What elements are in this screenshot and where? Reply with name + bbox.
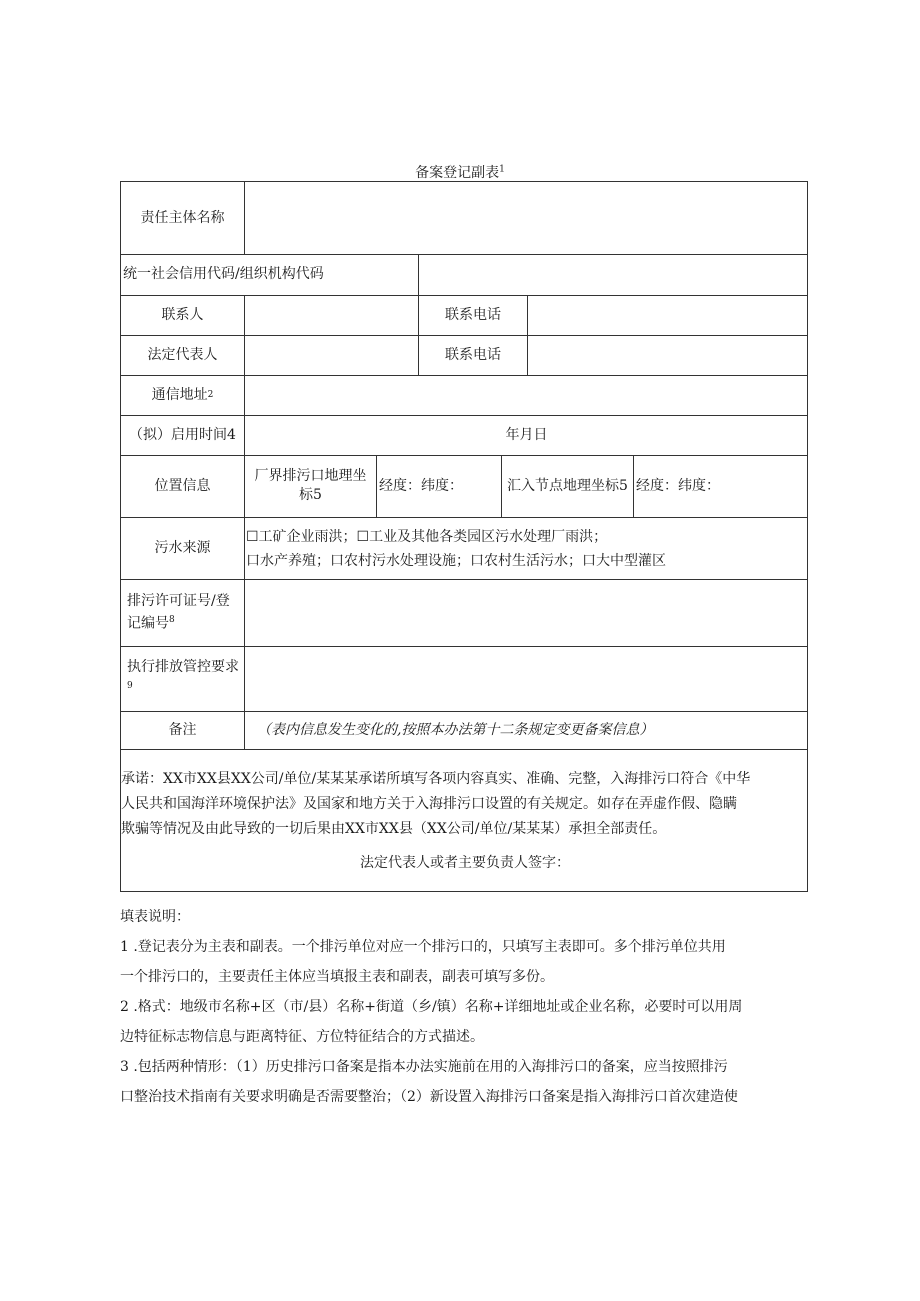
remark-label: 备注 (168, 721, 197, 738)
instruction-line: 3 .包括两种情形：（1）历史排污口备案是指本办法实施前在用的入海排污口的备案，应当按照排污 (120, 1059, 728, 1075)
contact-phone-field[interactable] (528, 295, 808, 335)
source-options-line-2[interactable]: 口水产养殖；口农村污水处理设施；口农村生活污水；口大中型灌区 (246, 553, 666, 569)
address-field[interactable] (245, 375, 808, 415)
control-label (121, 646, 244, 711)
form-title (0, 162, 920, 182)
instruction-line: 口整治技术指南有关要求明确是否需要整治；（2）新设置入海排污口备案是指入海排污口首次建造使 (120, 1089, 738, 1105)
credit-code-label: 统一社会信用代码/组织机构代码 (123, 266, 324, 282)
contact-field[interactable] (245, 295, 418, 335)
remark-field[interactable]: （表内信息发生变化的,按照本办法第十二条规定变更备案信息） (257, 721, 654, 738)
source-label: 污水来源 (154, 539, 211, 556)
instruction-line: 1 .登记表分为主表和副表。一个排污单位对应一个排污口的，只填写主表即可。多个排污单位共用 (120, 939, 726, 955)
node-coord-field[interactable]: 经度：纬度： (636, 477, 720, 494)
location-label: 位置信息 (154, 477, 211, 494)
commitment-statement (121, 767, 809, 842)
signature-label: 法定代表人或者主要负责人签字： (360, 855, 570, 871)
boundary-coord-label: 厂界排污口地理坐标5 (254, 468, 367, 503)
commitment-line: 人民共和国海洋环境保护法》及国家和地方关于入海排污口设置的有关规定。如存在弄虚作假、隐瞒 (121, 796, 737, 812)
contact-phone-label: 联系电话 (445, 306, 501, 323)
control-footnote: 9 (127, 680, 133, 691)
instruction-line: 2 .格式：地级市名称+区（市/县）名称+街道（乡/镇）名称+详细地址或企业名称，必要时可以用周 (120, 999, 743, 1015)
legal-phone-field[interactable] (528, 335, 808, 375)
source-options-line-1[interactable]: ☐工矿企业雨洪；☐工业及其他各类园区污水处理厂雨洪； (246, 529, 608, 545)
registration-form-table (120, 181, 808, 892)
title-footnote: 1 (499, 164, 505, 175)
permit-label (121, 579, 244, 646)
source-options[interactable] (246, 525, 806, 573)
start-time-label: （拟）启用时间4 (129, 426, 236, 443)
legal-phone-label: 联系电话 (445, 346, 501, 363)
row-divider (121, 749, 807, 750)
contact-label: 联系人 (161, 306, 204, 323)
instruction-line: 边特征标志物信息与距离特征、方位特征结合的方式描述。 (120, 1029, 484, 1045)
credit-code-field[interactable] (419, 254, 808, 295)
boundary-coord-field[interactable]: 经度：纬度： (379, 477, 463, 494)
control-label-text: 执行排放管控要求 (127, 658, 239, 675)
commitment-line: 欺骗等情况及由此导致的一切后果由XX市XX县（XX公司/单位/某某某）承担全部责任。 (121, 821, 667, 837)
control-field[interactable] (245, 646, 808, 711)
responsible-name-label: 责任主体名称 (140, 209, 225, 226)
form-instructions (120, 902, 810, 1112)
address-label (121, 375, 244, 415)
permit-field[interactable] (245, 579, 808, 646)
address-footnote: 2 (207, 389, 214, 400)
address-label-text: 通信地址 (151, 386, 208, 403)
commitment-line: 承诺：XX市XX县XX公司/单位/某某某承诺所填写各项内容真实、准确、完整，入海排污口符合《中华 (121, 771, 751, 787)
instructions-heading: 填表说明： (120, 909, 190, 925)
permit-footnote: 8 (169, 614, 175, 625)
permit-label-text: 排污许可证号/登记编号 (127, 592, 230, 632)
start-time-field[interactable]: 年月日 (505, 426, 548, 443)
legal-rep-field[interactable] (245, 335, 418, 375)
form-title-text: 备案登记副表 (415, 165, 500, 181)
legal-rep-label: 法定代表人 (147, 346, 218, 363)
responsible-name-field[interactable] (245, 182, 808, 254)
node-coord-label: 汇入节点地理坐标5 (507, 477, 628, 494)
instruction-line: 一个排污口的，主要责任主体应当填报主表和副表，副表可填写多份。 (120, 969, 554, 985)
